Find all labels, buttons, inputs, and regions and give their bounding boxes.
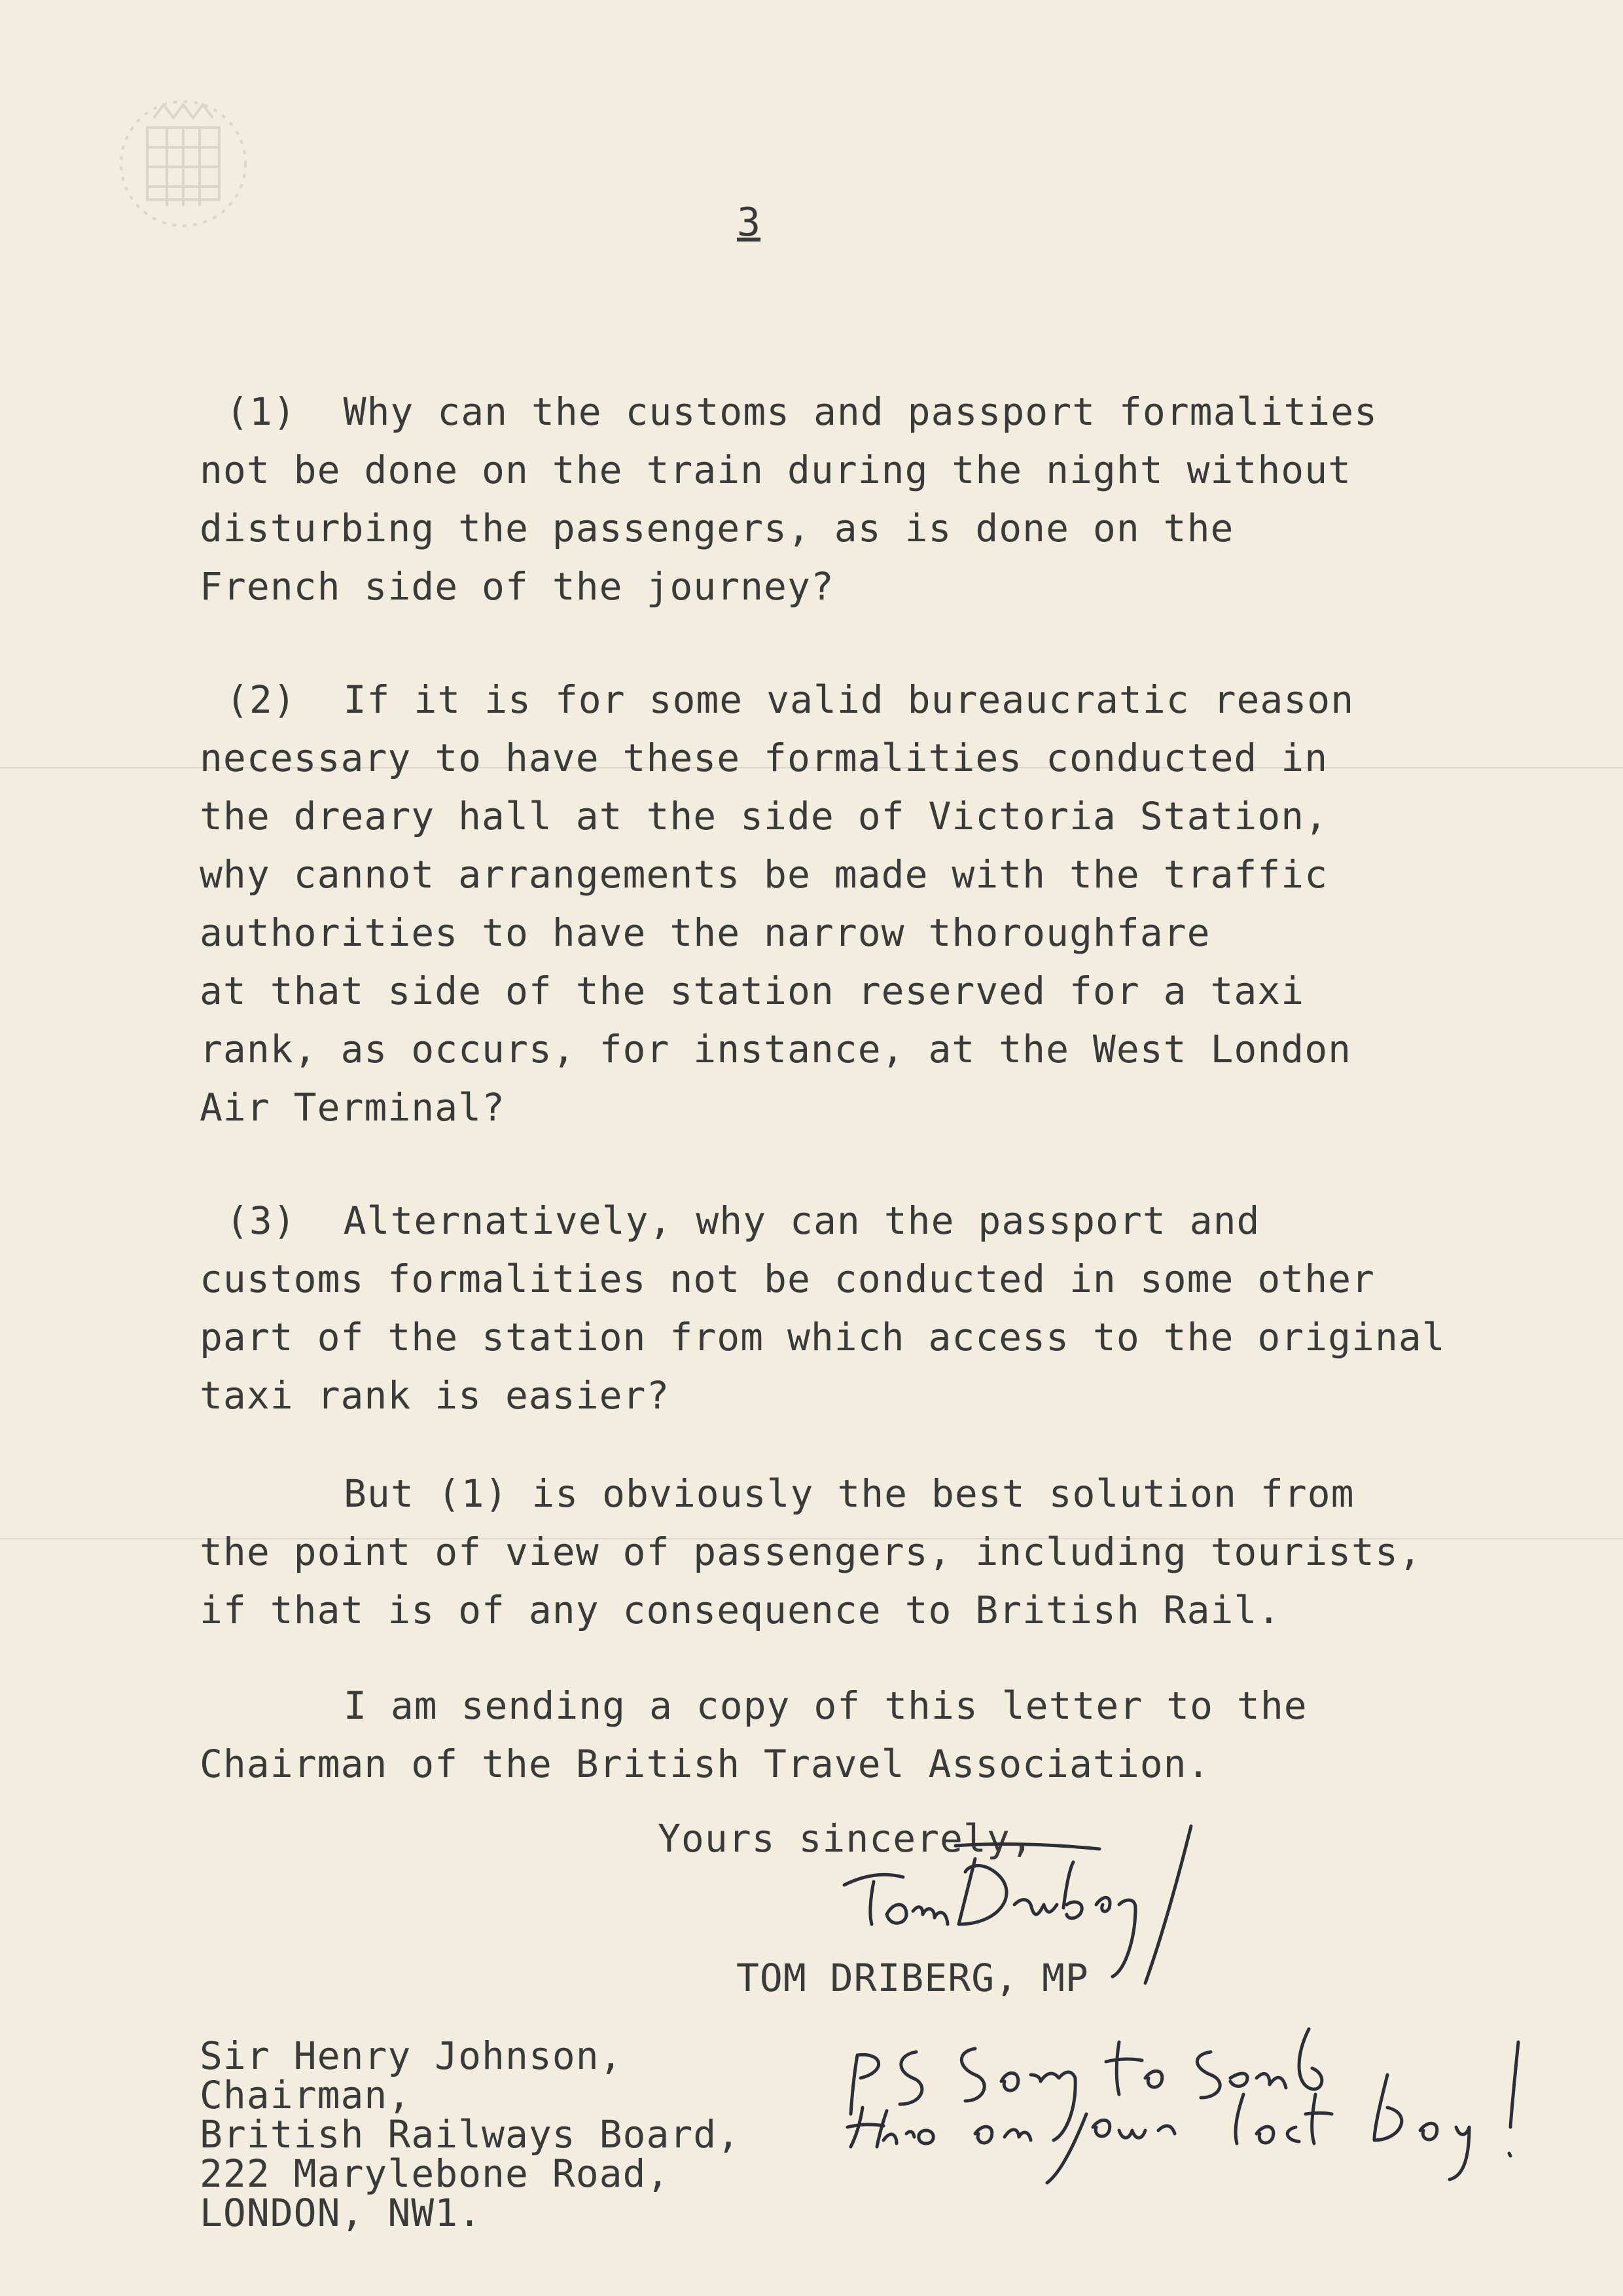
text-line: Air Terminal? — [200, 1085, 505, 1130]
text-line: French side of the journey? — [200, 564, 834, 609]
closing: Yours sincerely, — [658, 1816, 1034, 1861]
address-line: LONDON, NW1. — [200, 2191, 482, 2235]
address-line: British Railways Board, — [200, 2112, 741, 2157]
text-line: customs formalities not be conducted in some other — [200, 1257, 1375, 1301]
page-number: 3 — [737, 200, 761, 245]
signatory-name: TOM DRIBERG, MP — [736, 1956, 1089, 2000]
address-line: 222 Marylebone Road, — [200, 2151, 670, 2196]
text-line: why cannot arrangements be made with the traffic — [200, 852, 1329, 897]
address-line: Chairman, — [200, 2073, 412, 2117]
text-line: at that side of the station reserved for a taxi — [200, 969, 1305, 1013]
text-line: authorities to have the narrow thoroughfare — [200, 910, 1211, 955]
text-line: rank, as occurs, for instance, at the West London — [200, 1027, 1352, 1071]
text-line: (1) Why can the customs and passport formalities — [226, 389, 1378, 434]
text-line: the dreary hall at the side of Victoria Station, — [200, 794, 1329, 838]
handwritten-postscript — [812, 2016, 1597, 2186]
text-line: Chairman of the British Travel Association. — [200, 1742, 1211, 1786]
portcullis-emboss-icon — [92, 92, 255, 242]
text-line: taxi rank is easier? — [200, 1373, 670, 1418]
text-line: not be done on the train during the night without — [200, 448, 1352, 492]
address-line: Sir Henry Johnson, — [200, 2034, 623, 2078]
text-line: if that is of any consequence to British Rail. — [200, 1588, 1281, 1632]
text-line: the point of view of passengers, including tourists, — [200, 1530, 1422, 1574]
text-line: disturbing the passengers, as is done on the — [200, 506, 1234, 550]
text-line: (3) Alternatively, why can the passport and — [226, 1198, 1260, 1243]
text-line: necessary to have these formalities conducted in — [200, 736, 1329, 780]
text-line: But (1) is obviously the best solution from — [344, 1471, 1355, 1516]
text-line: part of the station from which access to the original — [200, 1315, 1446, 1359]
text-line: (2) If it is for some valid bureaucratic reason — [226, 677, 1355, 722]
text-line: I am sending a copy of this letter to the — [344, 1683, 1308, 1728]
